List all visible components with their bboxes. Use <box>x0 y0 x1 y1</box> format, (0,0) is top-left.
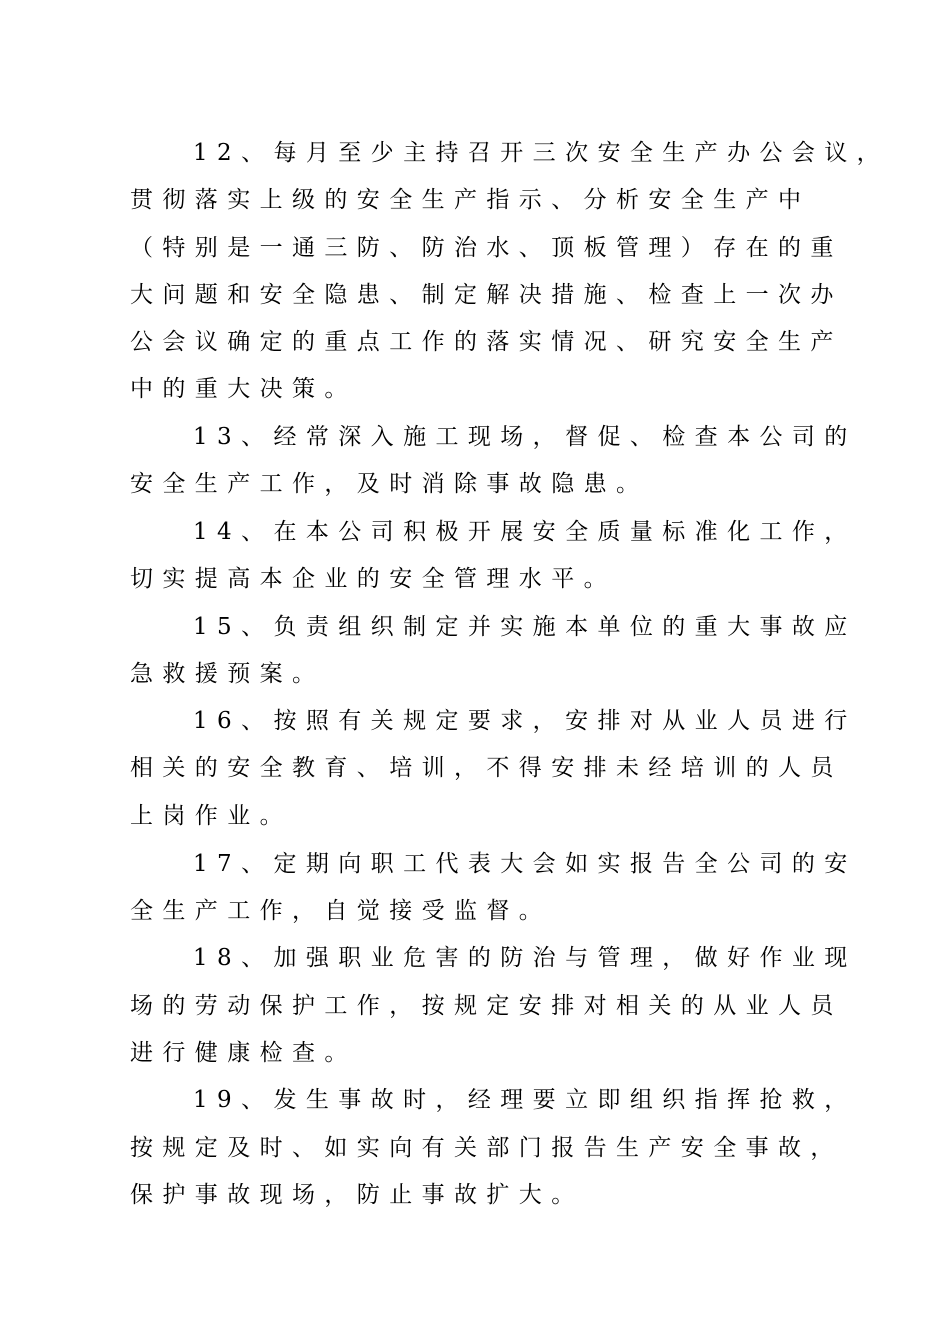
paragraph-18-line-1: 18、加强职业危害的防治与管理，做好作业现 <box>193 945 857 971</box>
paragraph-12-line-1: 12、每月至少主持召开三次安全生产办公会议， <box>193 140 890 166</box>
paragraph-19-line-3: 保护事故现场，防止事故扩大。 <box>130 1182 584 1208</box>
paragraph-18-line-2: 场的劳动保护工作，按规定安排对相关的从业人员 <box>130 993 843 1019</box>
paragraph-12-line-5: 公会议确定的重点工作的落实情况、研究安全生产 <box>130 329 843 355</box>
paragraph-15-line-2: 急救援预案。 <box>130 661 325 687</box>
paragraph-19-line-2: 按规定及时、如实向有关部门报告生产安全事故， <box>130 1135 843 1161</box>
paragraph-14-line-1: 14、在本公司积极开展安全质量标准化工作， <box>193 519 857 545</box>
paragraph-17-line-2: 全生产工作，自觉接受监督。 <box>130 898 552 924</box>
paragraph-16-line-3: 上岗作业。 <box>130 803 292 829</box>
paragraph-17-line-1: 17、定期向职工代表大会如实报告全公司的安 <box>193 851 857 877</box>
paragraph-19-line-1: 19、发生事故时，经理要立即组织指挥抢救， <box>193 1087 857 1113</box>
paragraph-18-line-3: 进行健康检查。 <box>130 1040 357 1066</box>
paragraph-12-line-4: 大问题和安全隐患、制定解决措施、检查上一次办 <box>130 282 843 308</box>
paragraph-16-line-2: 相关的安全教育、培训，不得安排未经培训的人员 <box>130 755 843 781</box>
paragraph-12-line-3: （特别是一通三防、防治水、顶板管理）存在的重 <box>130 235 843 261</box>
paragraph-15-line-1: 15、负责组织制定并实施本单位的重大事故应 <box>193 614 857 640</box>
paragraph-13-line-1: 13、经常深入施工现场，督促、检查本公司的 <box>193 424 857 450</box>
paragraph-12-line-6: 中的重大决策。 <box>130 376 357 402</box>
paragraph-14-line-2: 切实提高本企业的安全管理水平。 <box>130 566 616 592</box>
paragraph-12-line-2: 贯彻落实上级的安全生产指示、分析安全生产中 <box>130 187 811 213</box>
paragraph-16-line-1: 16、按照有关规定要求，安排对从业人员进行 <box>193 708 857 734</box>
paragraph-13-line-2: 安全生产工作，及时消除事故隐患。 <box>130 471 649 497</box>
